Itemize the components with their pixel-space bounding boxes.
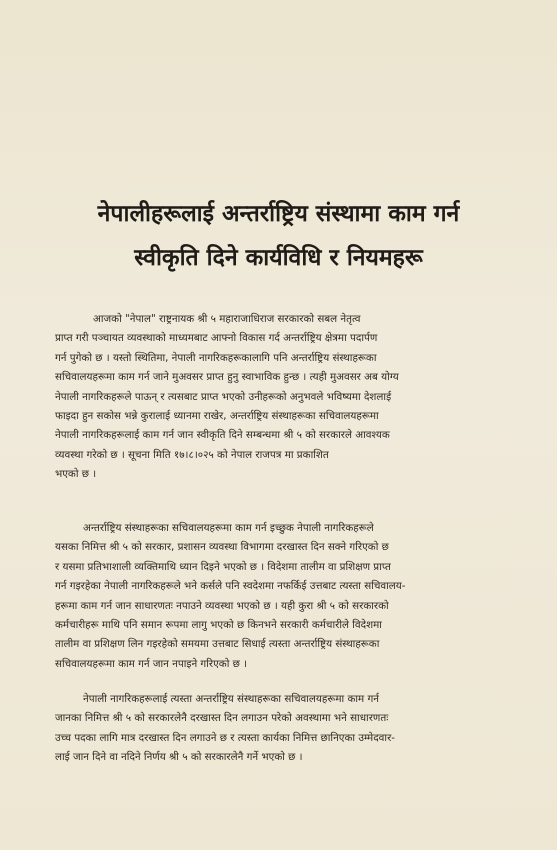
paragraph-2 xyxy=(55,519,497,674)
document-title xyxy=(20,192,537,280)
paragraph-line: उच्च पदका लागि मात्र दरखास्त दिन लगाउने छ र त्यस्ता कार्यका निमित्त छानिएका उम्मेदवार- xyxy=(55,731,395,744)
paragraph-line: प्राप्त गरी पञ्चायत व्यवस्थाको माध्यमबाट आफ्नो विकास गर्द अन्तर्राष्ट्रिय क्षेत्रमा पदार्पण xyxy=(55,332,378,345)
title-line: स्वीकृति दिने कार्यविधि र नियमहरू xyxy=(134,245,423,271)
paragraph-line: तालीम वा प्रशिक्षण लिन गइरहेको समयमा उत्तबाट सिधाई त्यस्ता अन्तर्राष्ट्रिय संस्थाहरूका xyxy=(55,638,380,651)
paragraph-line: नेपाली नागरिकहरूले पाऊन् र त्यसबाट प्राप्त भएको उनीहरूको अनुभवले भविष्यमा देशलाई xyxy=(55,390,392,403)
paragraph-line: आजको "नेपाल" राष्ट्रनायक श्री ५ महाराजाधिराज सरकारको सबल नेतृत्व xyxy=(93,313,361,325)
paragraph-line: फाइदा हुन सकोस भन्ने कुरालाई ध्यानमा राखेर, अन्तर्राष्ट्रिय संस्थाहरूका सचिवालयहरूमा xyxy=(55,410,379,423)
paragraph-line: अन्तर्राष्ट्रिय संस्थाहरूका सचिवालयहरूमा काम गर्न इच्छुक नेपाली नागरिकहरूले xyxy=(83,522,374,534)
bleed-through-text xyxy=(30,86,530,100)
paragraph-line: र यसमा प्रतिभाशाली व्यक्तिमाथि ध्यान दिइने भएको छ । विदेशमा तालीम वा प्रशिक्षण प्राप्त xyxy=(55,560,391,573)
paragraph-line: गर्न गइरहेका नेपाली नागरिकहरूले भने कर्सले पनि स्वदेशमा नफर्किई उत्तबाट त्यस्ता सचिवालय- xyxy=(55,580,406,593)
paragraph-line: गर्न पुगेको छ । यस्तो स्थितिमा, नेपाली नागरिकहरूकालागि पनि अन्तर्राष्ट्रिय संस्थाहरूका xyxy=(55,351,377,364)
paragraph-3 xyxy=(55,690,497,768)
paragraph-line: नेपाली नागरिकहरूलाई त्यस्ता अन्तर्राष्ट्रिय संस्थाहरूका सचिवालयहरूमा काम गर्न xyxy=(83,693,379,705)
paragraph-line: कर्मचारीहरू माथि पनि समान रूपमा लागु भएको छ किनभने सरकारी कर्मचारीले विदेशमा xyxy=(55,619,382,632)
paragraph-line: नेपाली नागरिकहरूलाई काम गर्न जान स्वीकृति दिने सम्बन्धमा श्री ५ को सरकारले आवश्यक xyxy=(55,429,390,442)
paragraph-line: सचिवालयहरूमा काम गर्न जाने मुअवसर प्राप्त हुनु स्वाभाविक हुन्छ । त्यही मुअवसर अब योग्य xyxy=(55,371,399,384)
title-line: नेपालीहरूलाई अन्तर्राष्ट्रिय संस्थामा काम गर्न xyxy=(97,201,460,227)
paragraph-line: सचिवालयहरूमा काम गर्न जान नपाइने गरिएको छ । xyxy=(55,657,248,670)
paragraph-line: जानका निमित्त श्री ५ को सरकारलेनै दरखास्त दिन लगाउन परेको अवस्थामा भने साधारणतः xyxy=(55,712,389,725)
paragraph-line: लाई जान दिने वा नदिने निर्णय श्री ५ को सरकारलेनै गर्ने भएको छ । xyxy=(55,751,303,764)
paragraph-line: व्यवस्था गरेको छ । सूचना मिति १७।८।०२५ को नेपाल राजपत्र मा प्रकाशित xyxy=(55,448,329,461)
paragraph-line: हरूमा काम गर्न जान साधारणतः नपाउने व्यवस्था भएको छ । यही कुरा श्री ५ को सरकारको xyxy=(55,599,389,612)
paragraph-line: भएको छ । xyxy=(55,468,97,481)
paragraph-line: यसका निमित्त श्री ५ को सरकार, प्रशासन व्यवस्था विभागमा दरखास्त दिन सक्ने गरिएको छ xyxy=(55,541,389,554)
paragraph-1 xyxy=(55,310,497,485)
